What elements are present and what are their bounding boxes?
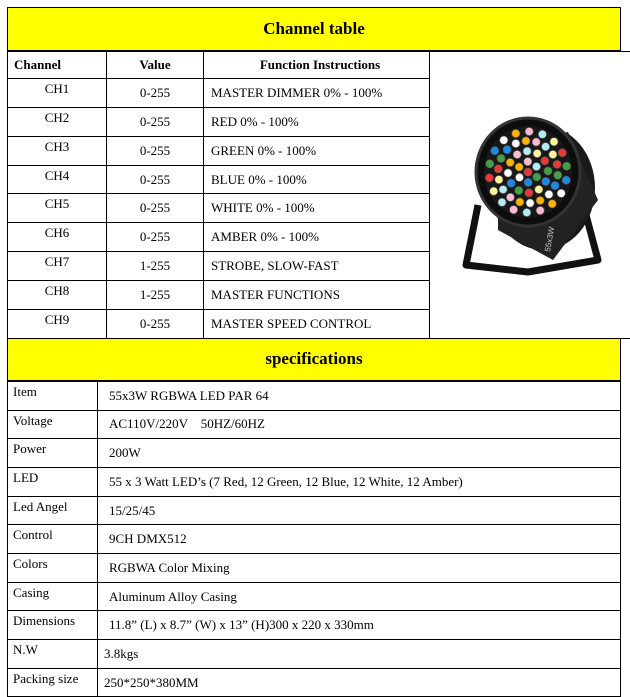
led-dot xyxy=(497,154,505,162)
spec-value: AC110V/220V 50HZ/60HZ xyxy=(98,410,621,439)
led-dot xyxy=(526,199,534,207)
led-dot xyxy=(503,145,511,153)
spec-value: 250*250*380MM xyxy=(98,668,621,697)
led-dot xyxy=(516,198,524,206)
led-dot xyxy=(554,171,562,179)
led-par-light-image xyxy=(458,110,608,280)
header-function: Function Instructions xyxy=(204,52,430,79)
led-dot xyxy=(513,150,521,158)
channel-table xyxy=(7,51,630,339)
spec-label: Voltage xyxy=(8,410,98,439)
led-dot xyxy=(507,179,515,187)
led-dot xyxy=(536,196,544,204)
product-image-cell xyxy=(430,52,630,339)
spec-label: LED xyxy=(8,467,98,496)
value-cell: 0-255 xyxy=(107,78,204,107)
led-dot xyxy=(557,189,565,197)
led-dot xyxy=(551,181,559,189)
led-dot xyxy=(553,160,561,168)
spec-label: Dimensions xyxy=(8,611,98,640)
led-dot xyxy=(524,157,532,165)
table-row xyxy=(8,525,621,554)
channel-table-header-row xyxy=(8,52,630,79)
led-dot xyxy=(533,149,541,157)
led-dot xyxy=(506,158,514,166)
led-dot xyxy=(525,189,533,197)
header-channel: Channel xyxy=(8,52,107,79)
table-row xyxy=(8,381,621,410)
channel-cell: CH4 xyxy=(8,165,107,194)
led-dot xyxy=(532,138,540,146)
spec-label: Packing size xyxy=(8,668,98,697)
spec-label: N.W xyxy=(8,640,98,669)
header-value: Value xyxy=(107,52,204,79)
channel-cell: CH3 xyxy=(8,136,107,165)
led-dot xyxy=(549,150,557,158)
led-dot xyxy=(500,136,508,144)
spec-value: 15/25/45 xyxy=(98,496,621,525)
specifications-table xyxy=(7,381,621,697)
housing-label: 55x3W xyxy=(543,226,556,253)
led-dot xyxy=(512,129,520,137)
value-cell: 0-255 xyxy=(107,223,204,252)
led-dot xyxy=(486,160,494,168)
led-dot xyxy=(558,149,566,157)
led-dot xyxy=(504,169,512,177)
spec-value: 200W xyxy=(98,439,621,468)
value-cell: 1-255 xyxy=(107,281,204,310)
led-dot xyxy=(562,176,570,184)
channel-cell: CH1 xyxy=(8,78,107,107)
table-row xyxy=(8,582,621,611)
specifications-title: specifications xyxy=(7,339,621,381)
channel-cell: CH9 xyxy=(8,310,107,339)
led-dot xyxy=(535,185,543,193)
led-dot xyxy=(523,147,531,155)
function-cell: AMBER 0% - 100% xyxy=(204,223,430,252)
function-cell: WHITE 0% - 100% xyxy=(204,194,430,223)
spec-value: RGBWA Color Mixing xyxy=(98,554,621,583)
channel-cell: CH6 xyxy=(8,223,107,252)
spec-value: Aluminum Alloy Casing xyxy=(98,582,621,611)
led-dot xyxy=(485,174,493,182)
table-row xyxy=(8,640,621,669)
led-dot xyxy=(532,162,540,170)
value-cell: 0-255 xyxy=(107,136,204,165)
led-dot xyxy=(541,157,549,165)
led-dot xyxy=(524,168,532,176)
led-dot xyxy=(512,139,520,147)
led-dot xyxy=(563,162,571,170)
channel-table-title: Channel table xyxy=(7,7,621,51)
spec-label: Casing xyxy=(8,582,98,611)
led-dot xyxy=(506,193,514,201)
function-cell: BLUE 0% - 100% xyxy=(204,165,430,194)
function-cell: MASTER SPEED CONTROL xyxy=(204,310,430,339)
led-dot xyxy=(542,177,550,185)
spec-value: 9CH DMX512 xyxy=(98,525,621,554)
led-dot xyxy=(499,185,507,193)
led-dot xyxy=(522,137,530,145)
led-dot xyxy=(498,198,506,206)
led-dot xyxy=(538,130,546,138)
function-cell: GREEN 0% - 100% xyxy=(204,136,430,165)
led-dot xyxy=(544,167,552,175)
led-dot xyxy=(510,206,518,214)
table-row xyxy=(8,496,621,525)
spec-value: 11.8” (L) x 8.7” (W) x 13” (H)300 x 220 x 330mm xyxy=(98,611,621,640)
spec-label: Power xyxy=(8,439,98,468)
function-cell: MASTER DIMMER 0% - 100% xyxy=(204,78,430,107)
value-cell: 0-255 xyxy=(107,310,204,339)
table-row xyxy=(8,611,621,640)
value-cell: 0-255 xyxy=(107,165,204,194)
spec-label: Led Angel xyxy=(8,496,98,525)
value-cell: 1-255 xyxy=(107,252,204,281)
table-row xyxy=(8,410,621,439)
led-dot xyxy=(548,200,556,208)
function-cell: MASTER FUNCTIONS xyxy=(204,281,430,310)
channel-cell: CH5 xyxy=(8,194,107,223)
led-dot xyxy=(515,163,523,171)
led-dot xyxy=(524,178,532,186)
led-dot xyxy=(515,186,523,194)
table-row xyxy=(8,668,621,697)
led-dot xyxy=(495,175,503,183)
channel-cell: CH8 xyxy=(8,281,107,310)
function-cell: STROBE, SLOW-FAST xyxy=(204,252,430,281)
channel-cell: CH7 xyxy=(8,252,107,281)
spec-label: Item xyxy=(8,381,98,410)
led-dot xyxy=(494,165,502,173)
led-dot xyxy=(545,190,553,198)
led-dot xyxy=(536,206,544,214)
spec-value: 55x3W RGBWA LED PAR 64 xyxy=(98,381,621,410)
table-row xyxy=(8,554,621,583)
value-cell: 0-255 xyxy=(107,194,204,223)
led-dot xyxy=(533,173,541,181)
function-cell: RED 0% - 100% xyxy=(204,107,430,136)
led-dot xyxy=(491,147,499,155)
led-dot xyxy=(523,208,531,216)
spec-sheet xyxy=(7,7,621,697)
led-dot xyxy=(515,173,523,181)
table-row xyxy=(8,439,621,468)
table-row xyxy=(8,467,621,496)
led-dot xyxy=(542,143,550,151)
spec-value: 55 x 3 Watt LED’s (7 Red, 12 Green, 12 Blue, 12 White, 12 Amber) xyxy=(98,467,621,496)
led-dot xyxy=(550,138,558,146)
spec-label: Colors xyxy=(8,554,98,583)
channel-cell: CH2 xyxy=(8,107,107,136)
led-dot xyxy=(525,127,533,135)
led-dot xyxy=(490,187,498,195)
spec-value: 3.8kgs xyxy=(98,640,621,669)
spec-label: Control xyxy=(8,525,98,554)
value-cell: 0-255 xyxy=(107,107,204,136)
